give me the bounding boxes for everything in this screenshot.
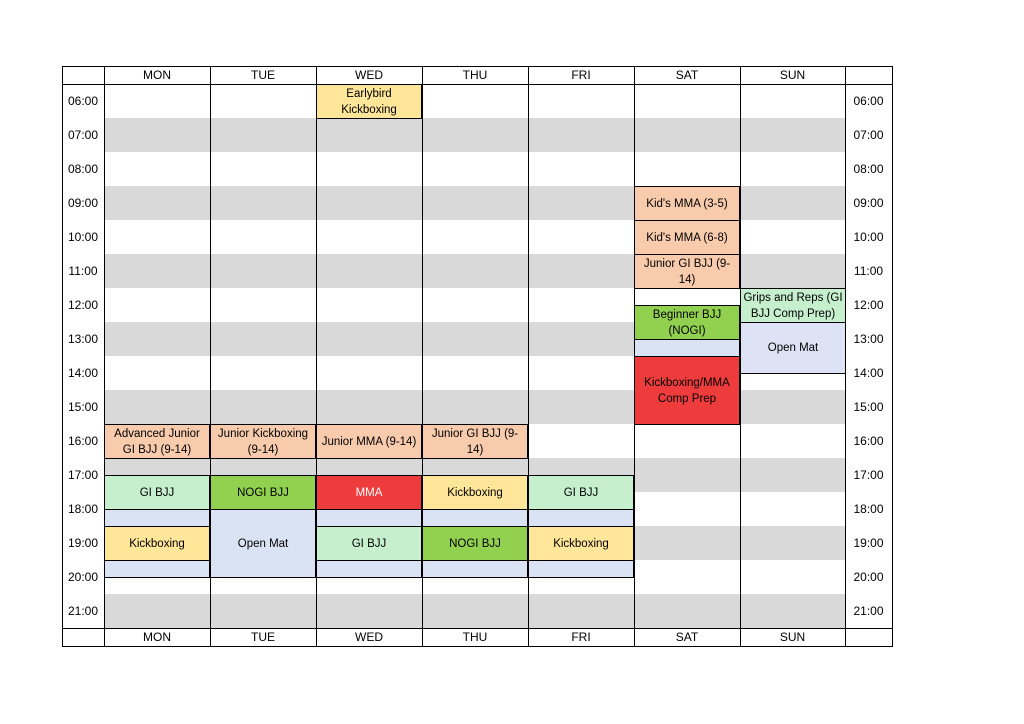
time-label-left: 10:00 <box>67 230 99 244</box>
time-label-left: 12:00 <box>67 298 99 312</box>
time-label-right: 16:00 <box>853 434 884 448</box>
time-label-right: 15:00 <box>853 400 884 414</box>
grid-line <box>62 628 893 629</box>
grid-line <box>634 66 635 647</box>
row-band <box>104 118 845 152</box>
class-block: Grips and Reps (GI BJJ Comp Prep) <box>740 288 846 323</box>
time-label-left: 19:00 <box>67 536 99 550</box>
day-header-mon: MON <box>143 68 171 82</box>
time-label-left: 18:00 <box>67 502 99 516</box>
grid-line <box>104 66 105 647</box>
grid-line <box>62 66 63 647</box>
class-block: GI BJJ <box>528 475 634 510</box>
grid-line <box>62 84 893 85</box>
class-block <box>316 560 422 578</box>
day-header-sat: SAT <box>675 68 699 82</box>
class-block: Kickboxing <box>104 526 210 561</box>
time-label-right: 21:00 <box>853 604 884 618</box>
time-label-right: 09:00 <box>853 196 884 210</box>
class-block: GI BJJ <box>316 526 422 561</box>
grid-line <box>62 66 893 67</box>
class-block: Beginner BJJ (NOGI) <box>634 305 740 340</box>
class-block: Kickboxing/MMA Comp Prep <box>634 356 740 425</box>
time-label-left: 20:00 <box>67 570 99 584</box>
time-label-right: 14:00 <box>853 366 884 380</box>
day-header-fri: FRI <box>571 68 591 82</box>
time-label-left: 06:00 <box>67 94 99 108</box>
class-block <box>104 560 210 578</box>
time-label-left: 14:00 <box>67 366 99 380</box>
time-label-right: 12:00 <box>853 298 884 312</box>
day-footer-sun: SUN <box>779 630 806 644</box>
class-block: Advanced Junior GI BJJ (9-14) <box>104 424 210 459</box>
class-block <box>422 560 528 578</box>
row-band <box>104 594 845 628</box>
class-block: MMA <box>316 475 422 510</box>
class-block: Kickboxing <box>422 475 528 510</box>
class-block: Junior Kickboxing (9-14) <box>210 424 316 459</box>
time-label-right: 07:00 <box>853 128 884 142</box>
class-block <box>104 509 210 527</box>
grid-line <box>528 66 529 647</box>
class-block: Open Mat <box>740 322 846 374</box>
grid-line <box>845 66 846 647</box>
grid-line <box>316 66 317 647</box>
day-footer-wed: WED <box>355 630 383 644</box>
time-label-left: 09:00 <box>67 196 99 210</box>
class-block: Kid's MMA (3-5) <box>634 186 740 221</box>
grid-line <box>422 66 423 647</box>
class-block: Open Mat <box>210 509 316 578</box>
class-block <box>528 509 634 527</box>
class-block: Earlybird Kickboxing <box>316 84 422 119</box>
time-label-right: 17:00 <box>853 468 884 482</box>
time-label-right: 20:00 <box>853 570 884 584</box>
class-block <box>316 509 422 527</box>
grid-line <box>740 66 741 647</box>
time-label-left: 16:00 <box>67 434 99 448</box>
grid-line <box>62 646 893 647</box>
time-label-left: 11:00 <box>68 264 98 278</box>
grid-line <box>210 66 211 647</box>
class-block: NOGI BJJ <box>210 475 316 510</box>
class-block: NOGI BJJ <box>422 526 528 561</box>
time-label-left: 21:00 <box>67 604 99 618</box>
day-footer-tue: TUE <box>251 630 275 644</box>
time-label-left: 07:00 <box>67 128 99 142</box>
class-block: Junior MMA (9-14) <box>316 424 422 459</box>
class-block <box>634 339 740 357</box>
class-block: GI BJJ <box>104 475 210 510</box>
time-label-right: 13:00 <box>853 332 884 346</box>
day-footer-fri: FRI <box>571 630 591 644</box>
time-label-left: 15:00 <box>67 400 99 414</box>
time-label-right: 08:00 <box>853 162 884 176</box>
day-header-wed: WED <box>355 68 383 82</box>
class-block: Kickboxing <box>528 526 634 561</box>
time-label-right: 10:00 <box>853 230 884 244</box>
time-label-left: 17:00 <box>67 468 99 482</box>
time-label-right: 19:00 <box>853 536 884 550</box>
class-block: Junior GI BJJ (9-14) <box>634 254 740 289</box>
day-footer-sat: SAT <box>675 630 699 644</box>
day-header-sun: SUN <box>779 68 806 82</box>
class-block: Junior GI BJJ (9-14) <box>422 424 528 459</box>
time-label-right: 11:00 <box>853 264 884 278</box>
grid-line <box>892 66 893 647</box>
class-block <box>528 560 634 578</box>
time-label-right: 06:00 <box>853 94 884 108</box>
time-label-left: 13:00 <box>67 332 99 346</box>
day-footer-thu: THU <box>462 630 488 644</box>
class-block: Kid's MMA (6-8) <box>634 220 740 255</box>
time-label-right: 18:00 <box>853 502 884 516</box>
class-block <box>422 509 528 527</box>
time-label-left: 08:00 <box>67 162 99 176</box>
day-footer-mon: MON <box>143 630 171 644</box>
day-header-tue: TUE <box>251 68 275 82</box>
day-header-thu: THU <box>462 68 488 82</box>
